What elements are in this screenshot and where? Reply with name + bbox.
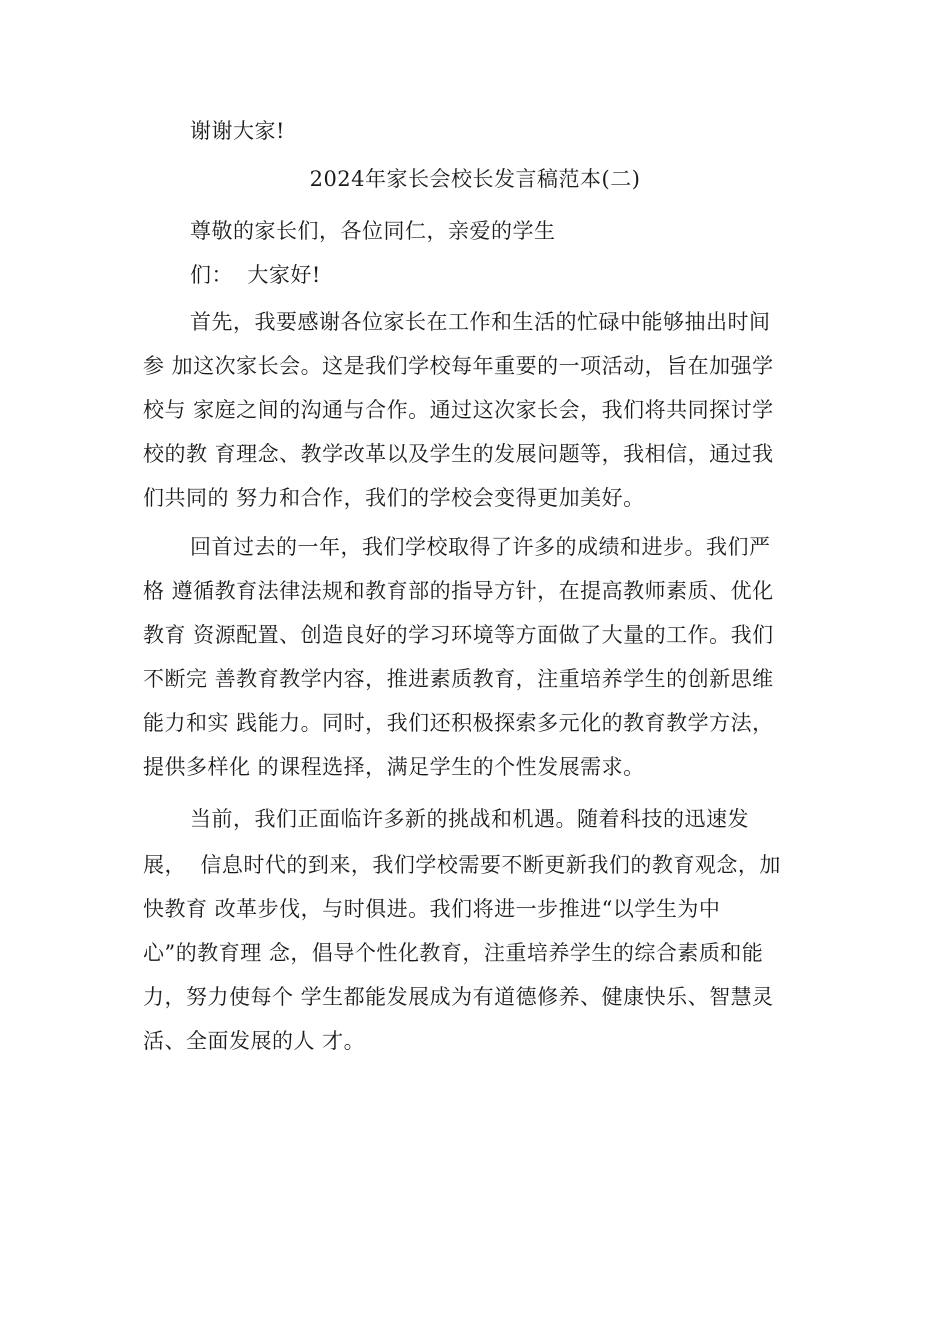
- paragraph-line: 不断完 善教育教学内容，推进素质教育，注重培养学生的创新思维: [143, 667, 774, 691]
- paragraph-line: 回首过去的一年，我们学校取得了许多的成绩和进步。我们严: [190, 535, 771, 559]
- paragraph-line: 们共同的 努力和合作，我们的学校会变得更加美好。: [143, 486, 645, 510]
- paragraph-line: 活、全面发展的人 才。: [143, 1029, 366, 1053]
- document-title: 2024年家长会校长发言稿范本(二): [309, 167, 641, 191]
- paragraph-line: 校与 家庭之间的沟通与合作。通过这次家长会，我们将共同探讨学: [143, 398, 774, 422]
- paragraph-line: 展， 信息时代的到来，我们学校需要不断更新我们的教育观念，加: [143, 853, 781, 877]
- paragraph-line: 首先，我要感谢各位家长在工作和生活的忙碌中能够抽出时间: [190, 310, 771, 334]
- paragraph-line: 提供多样化 的课程选择，满足学生的个性发展需求。: [143, 755, 645, 779]
- paragraph-line: 教育 资源配置、创造良好的学习环境等方面做了大量的工作。我们: [143, 623, 774, 647]
- paragraph-line: 校的教 育理念、教学改革以及学生的发展问题等，我相信，通过我: [143, 442, 774, 466]
- paragraph-line: 心”的教育理 念，倡导个性化教育，注重培养学生的综合素质和能: [143, 941, 764, 965]
- paragraph-line: 能力和实 践能力。同时，我们还积极探索多元化的教育教学方法，: [143, 711, 774, 735]
- salutation-line: 尊敬的家长们，各位同仁，亲爱的学生: [190, 219, 556, 243]
- salutation-line: 们： 大家好!: [190, 263, 321, 287]
- closing-line: 谢谢大家!: [190, 119, 285, 143]
- paragraph-line: 力，努力使每个 学生都能发展成为有道德修养、健康快乐、智慧灵: [143, 985, 774, 1009]
- paragraph-line: 格 遵循教育法律法规和教育部的指导方针，在提高教师素质、优化: [143, 579, 774, 603]
- paragraph-line: 快教育 改革步伐，与时俱进。我们将进一步推进“以学生为中: [143, 897, 721, 921]
- paragraph-line: 参 加这次家长会。这是我们学校每年重要的一项活动，旨在加强学: [143, 354, 774, 378]
- paragraph-line: 当前，我们正面临许多新的挑战和机遇。随着科技的迅速发: [190, 807, 749, 831]
